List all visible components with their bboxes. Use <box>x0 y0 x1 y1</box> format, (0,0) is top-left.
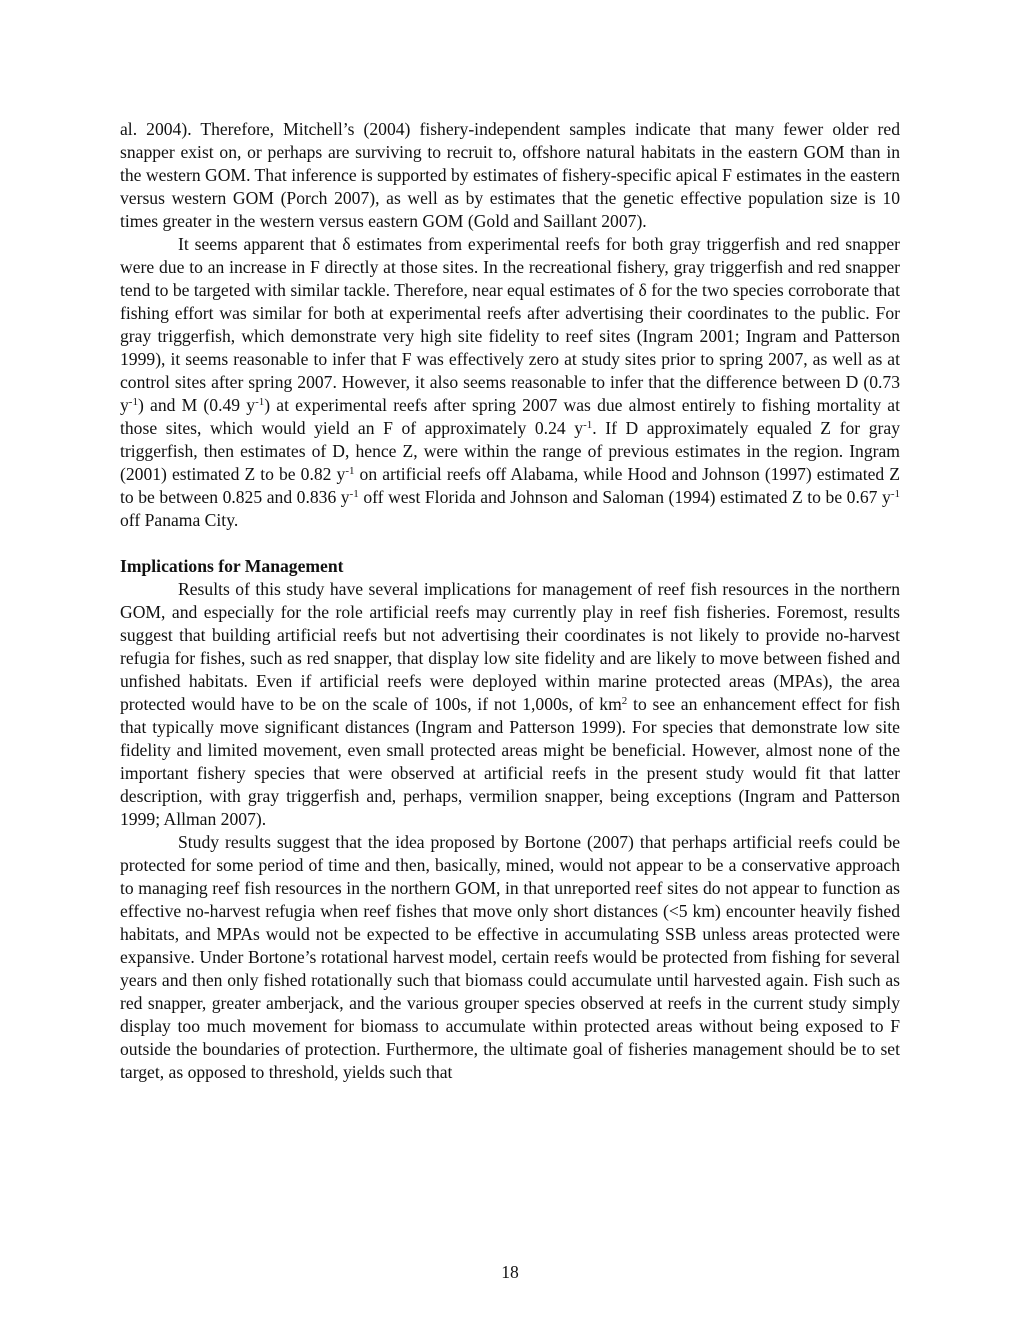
paragraph-1: al. 2004). Therefore, Mitchell’s (2004) fishery-independent samples indicate that many fewer older red snapper exist on, or perhaps are surviving to recruit to, offshore natural habitats in the eastern GOM than in the western GOM. That inference is supported by estimates of fishery-specific apical F estimates in the eastern versus western GOM (Porch 2007), as well as by estimates that the genetic effective population size is 10 times greater in the western versus eastern GOM (Gold and Saillant 2007). <box>120 119 900 231</box>
section-gap <box>120 532 900 555</box>
paragraph-3: Results of this study have several implications for management of reef fish resources in the northern GOM, and especially for the role artificial reefs may currently play in reef fish fisheries. Foremost, results suggest that building artificial reefs but not advertising their coordinates is not likely to provide no-harvest refugia for fishes, such as red snapper, that display low site fidelity and are likely to move between fished and unfished habitats. Even if artificial reefs were deployed within marine protected areas (MPAs), the area protected would have to be on the scale of 100s, if not 1,000s, of $km^2$ to see an enhancement effect for fish that typically move significant distances (Ingram and Patterson 1999). For species that demonstrate low site fidelity and limited movement, even small protected areas might be beneficial. However, almost none of the important fishery species that were observed at artificial reefs in the present study would fit that latter description, with gray triggerfish and, perhaps, vermilion snapper, being exceptions (Ingram and Patterson 1999; Allman 2007). <box>120 579 900 829</box>
paragraph-2: It seems apparent that δ estimates from experimental reefs for both gray triggerfish and red snapper were due to an increase in F directly at those sites. In the recreational fishery, gray triggerfish and red snapper tend to be targeted with similar tackle. Therefore, near equal estimates of δ for the two species corroborate that fishing effort was similar for both at experimental reefs after advertising their coordinates to the public. For gray triggerfish, which demonstrate very high site fidelity to reef sites (Ingram 2001; Ingram and Patterson 1999), it seems reasonable to infer that F was effectively zero at study sites prior to spring 2007, as well as at control sites after spring 2007. However, it also seems reasonable to infer that the difference between D (0.73 $y^{-1}$) and M (0.49 $y^{-1}$) at experimental reefs after spring 2007 was due almost entirely to fishing mortality at those sites, which would yield an F of approximately 0.24 $y^{-1}$. If D approximately equaled Z for gray triggerfish, then estimates of D, hence Z, were within the range of previous estimates in the region. Ingram (2001) estimated Z to be 0.82 $y^{-1}$ on artificial reefs off Alabama, while Hood and Johnson (1997) estimated Z to be between 0.825 and 0.836 $y^{-1}$ off west Florida and Johnson and Saloman (1994) estimated Z to be 0.67 $y^{-1}$ off Panama City. <box>120 234 901 530</box>
paragraph-4: Study results suggest that the idea proposed by Bortone (2007) that perhaps artificial reefs could be protected for some period of time and then, basically, mined, would not appear to be a conservative approach to managing reef fish resources in the northern GOM, in that unreported reef sites do not appear to function as effective no-harvest refugia when reef fishes that move only short distances (<5 km) encounter heavily fished habitats, and MPAs would not be expected to be effective in accumulating SSB unless areas protected were expansive. Under Bortone’s rotational harvest model, certain reefs would be protected from fishing for several years and then only fished rotationally such that biomass could accumulate until harvested again. Fish such as red snapper, greater amberjack, and the various grouper species observed at reefs in the current study simply display too much movement for biomass to accumulate within protected areas without being exposed to F outside the boundaries of protection. Furthermore, the ultimate goal of fisheries management should be to set target, as opposed to threshold, yields such that <box>120 832 900 1082</box>
page-number: 18 <box>501 1262 519 1282</box>
section-heading: Implications for Management <box>120 556 344 576</box>
document-body <box>120 118 900 1084</box>
